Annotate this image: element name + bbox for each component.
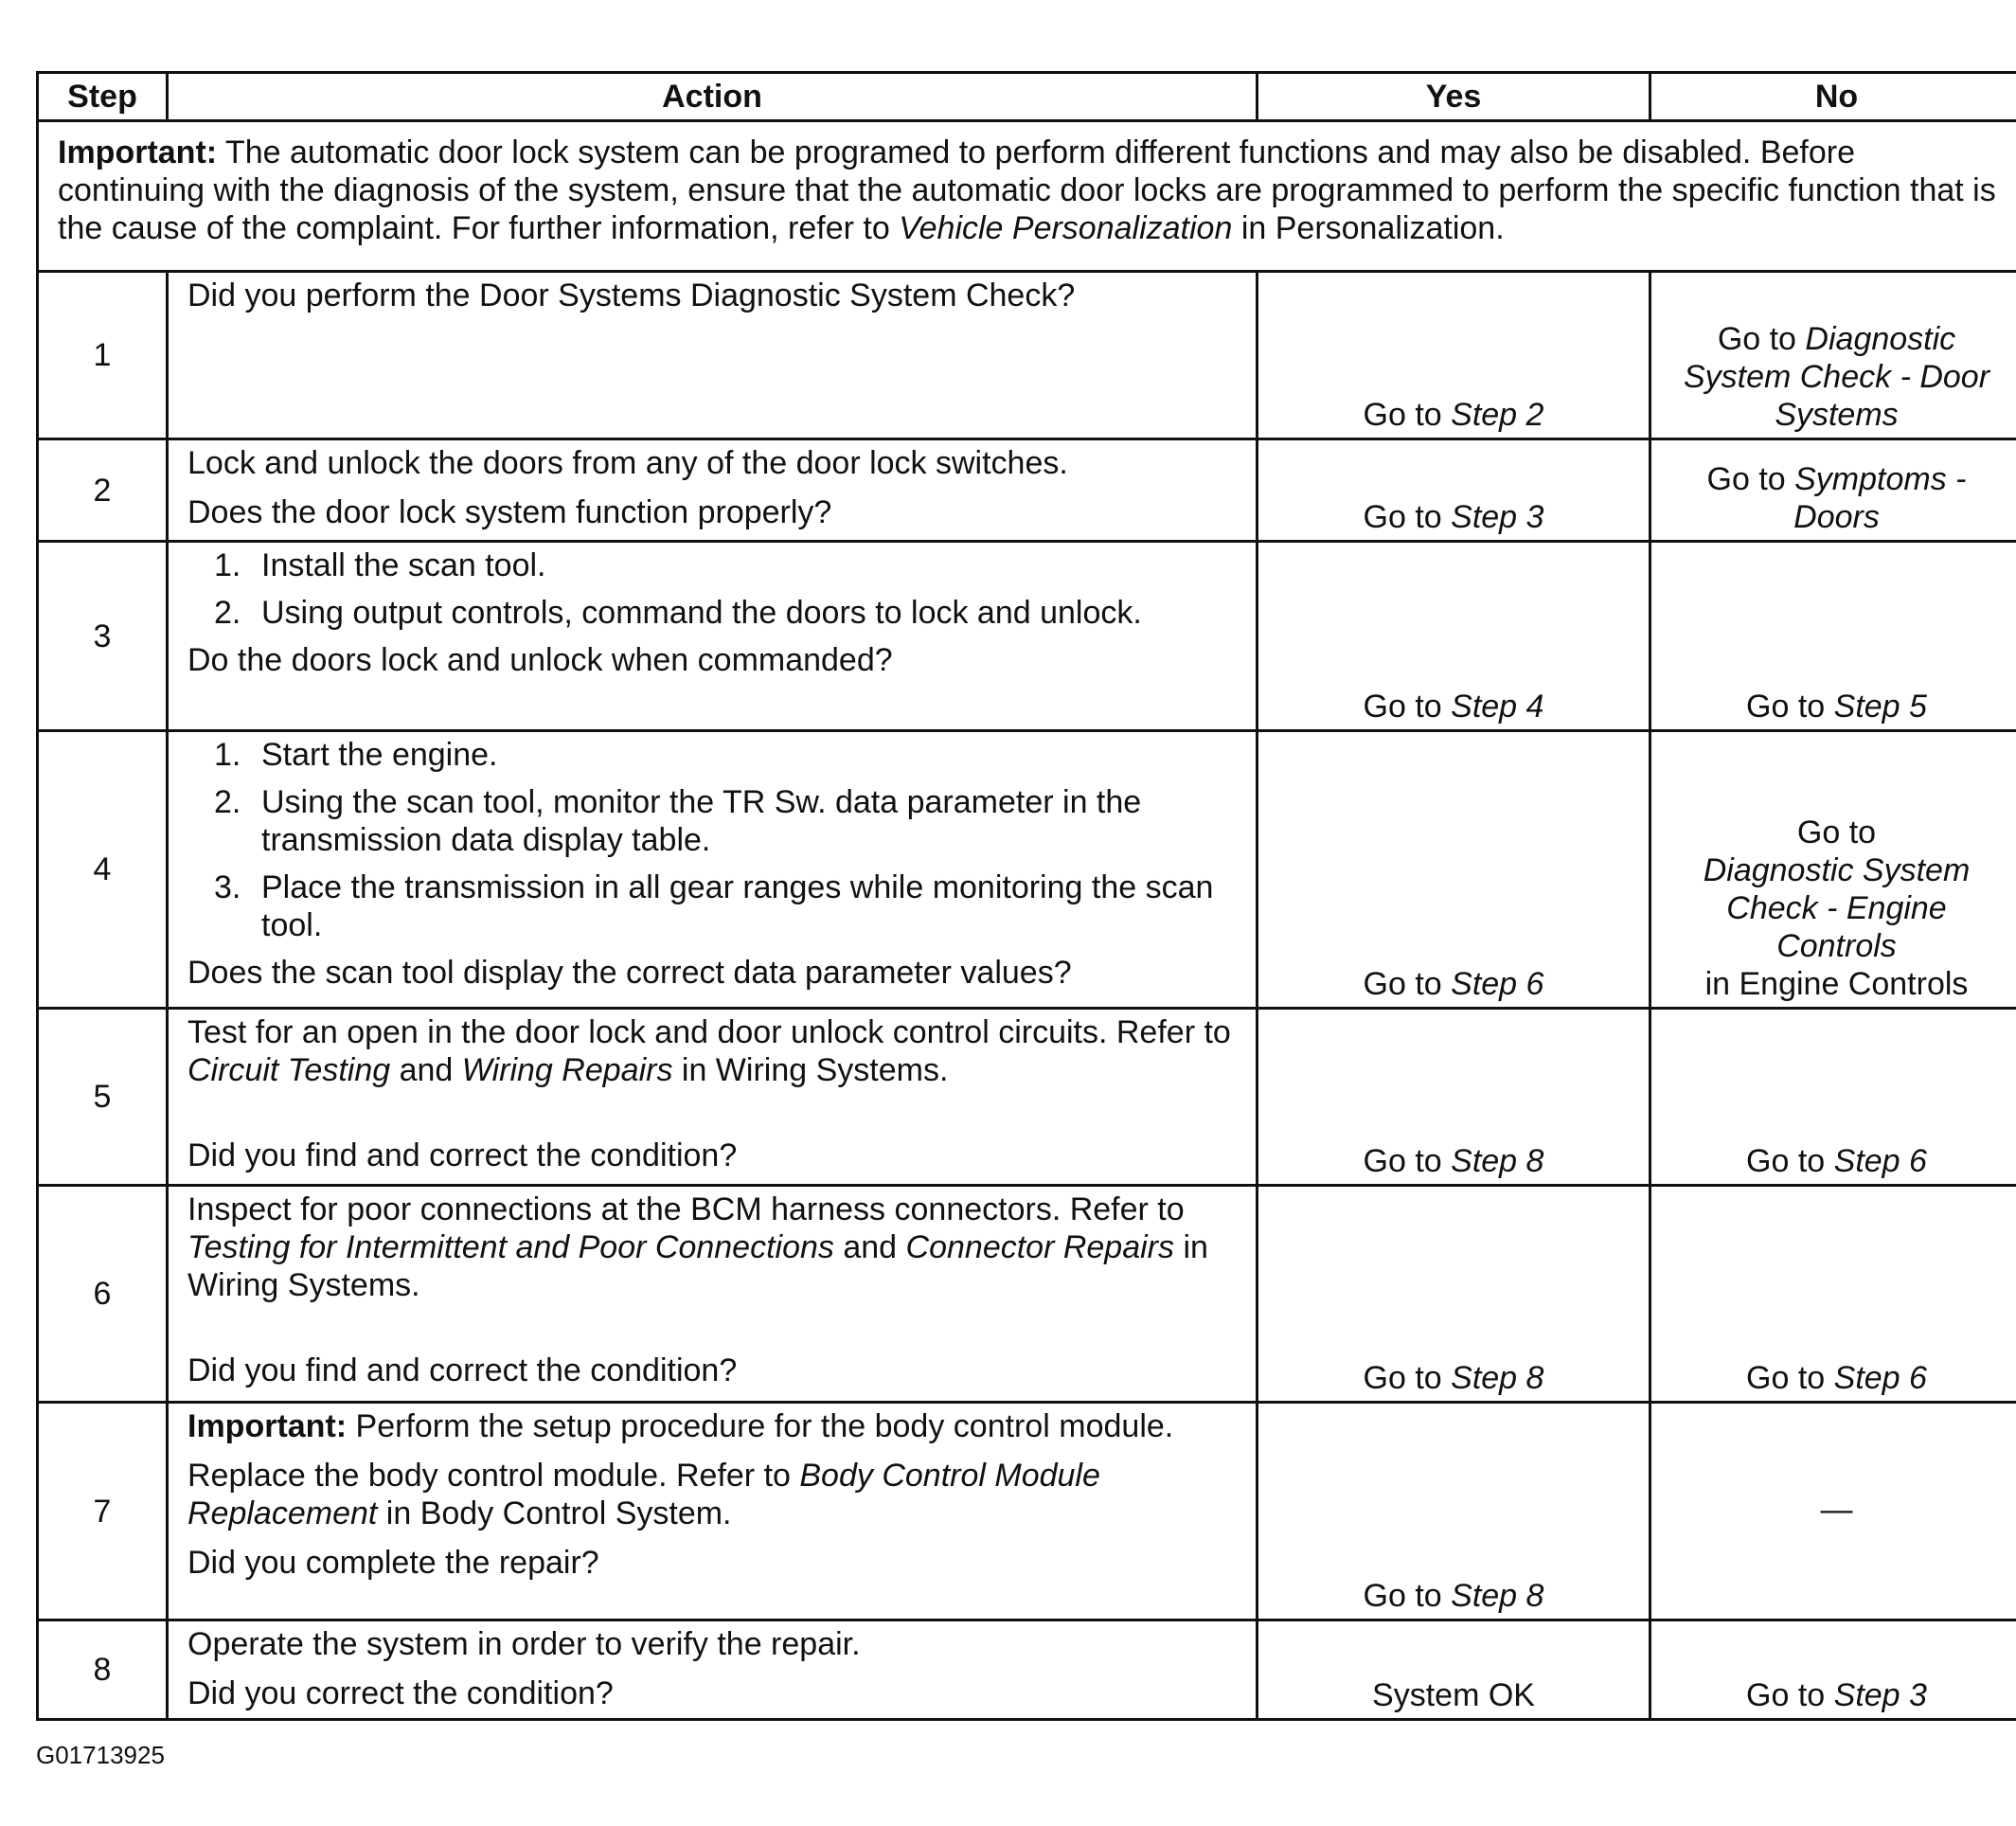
reference-link[interactable]: Body Control Module Replacement: [187, 1458, 1100, 1531]
figure-id: G01713925: [36, 1741, 165, 1769]
header-yes: Yes: [1258, 73, 1650, 121]
go-to-text: Go to: [1746, 689, 1834, 725]
table-row: [38, 1186, 2016, 1403]
go-to-text: Go to: [1746, 1677, 1834, 1713]
no-cell: [1650, 1620, 2016, 1720]
instruction-text: in Body Control System.: [377, 1495, 732, 1531]
header-action: Action: [168, 73, 1258, 121]
yes-link[interactable]: Step 8: [1451, 1578, 1544, 1614]
diagnostic-table: [36, 71, 2016, 1721]
yes-link[interactable]: Step 8: [1451, 1143, 1544, 1179]
question: Did you find and correct the condition?: [187, 1137, 738, 1173]
question: Do the doors lock and unlock when commanded?: [187, 642, 893, 678]
action-cell: [168, 272, 1258, 439]
step-number: 8: [38, 1620, 168, 1720]
go-to-text: Go to: [1746, 1143, 1834, 1179]
go-to-text: Go to: [1363, 689, 1452, 725]
instruction: Lock and unlock the doors from any of the door lock switches.: [187, 445, 1068, 481]
go-to-text: Go to: [1363, 1360, 1452, 1396]
procedure-list: [187, 546, 1237, 632]
no-link[interactable]: Diagnostic System Check - Engine Controls: [1703, 852, 1971, 964]
no-suffix: in Engine Controls: [1704, 966, 1969, 1002]
yes-link[interactable]: Step 8: [1451, 1360, 1544, 1396]
instruction: [187, 1190, 1237, 1304]
header-step: Step: [38, 73, 168, 121]
procedure-list: [187, 736, 1237, 944]
no-link[interactable]: Symptoms - Doors: [1793, 461, 1967, 535]
instruction: [187, 1457, 1237, 1532]
reference-link[interactable]: Connector Repairs: [905, 1229, 1175, 1265]
go-to-text: Go to: [1363, 397, 1452, 433]
action-cell: [168, 542, 1258, 731]
reference-link[interactable]: Wiring Repairs: [461, 1052, 673, 1088]
item-text: Start the engine.: [261, 737, 498, 773]
no-cell: [1650, 542, 2016, 731]
step-number: 3: [38, 542, 168, 731]
important-instruction: [187, 1407, 1237, 1445]
reference-link[interactable]: Circuit Testing: [187, 1052, 391, 1088]
instruction: [187, 1013, 1237, 1089]
item-number: 1.: [214, 737, 241, 773]
table-row: [38, 731, 2016, 1009]
no-cell: —: [1650, 1403, 2016, 1620]
go-to-text: Go to: [1363, 499, 1452, 535]
action-cell: [168, 1620, 1258, 1720]
yes-cell: [1258, 731, 1650, 1009]
no-cell: [1650, 731, 2016, 1009]
important-text: The automatic door lock system can be programed to perform different functions and may also be disabled. Before continuing with the diagnosis of the system, ensure that the automatic door locks are programmed to perform the specific function that is the cause of the complaint. For further information, refer to: [58, 134, 1996, 246]
item-text: Using the scan tool, monitor the TR Sw. data parameter in the transmission data display table.: [261, 784, 1142, 858]
no-cell: [1650, 1186, 2016, 1403]
action-cell: [168, 731, 1258, 1009]
yes-cell: [1258, 1186, 1650, 1403]
yes-cell: [1258, 542, 1650, 731]
step-number: 1: [38, 272, 168, 439]
table-row: [38, 1009, 2016, 1186]
step-number: 6: [38, 1186, 168, 1403]
go-to-text: Go to: [1746, 1360, 1834, 1396]
important-note-row: [38, 121, 2016, 272]
item-number: 1.: [214, 547, 241, 583]
important-label: Important:: [58, 134, 218, 170]
yes-cell: [1258, 439, 1650, 542]
table-row: [38, 1620, 2016, 1720]
question: Does the door lock system function properly?: [187, 494, 832, 530]
action-cell: [168, 1403, 1258, 1620]
instruction-text: in Wiring Systems.: [187, 1229, 1208, 1303]
yes-link[interactable]: Step 6: [1451, 966, 1544, 1002]
action-cell: [168, 439, 1258, 542]
important-text: Perform the setup procedure for the body control module.: [347, 1408, 1174, 1444]
reference-link[interactable]: Testing for Intermittent and Poor Connections: [187, 1229, 834, 1265]
procedure-item: [187, 783, 1237, 859]
question: Did you correct the condition?: [187, 1675, 614, 1711]
procedure-item: [187, 868, 1237, 944]
procedure-item: [187, 736, 1237, 774]
no-cell: [1650, 1009, 2016, 1186]
important-note: [38, 121, 2016, 272]
instruction-text: Test for an open in the door lock and door unlock control circuits. Refer to: [187, 1014, 1231, 1050]
no-link[interactable]: Step 6: [1833, 1143, 1927, 1179]
header-no: No: [1650, 73, 2016, 121]
instruction-text: Inspect for poor connections at the BCM harness connectors. Refer to: [187, 1191, 1185, 1227]
item-text: Using output controls, command the doors to lock and unlock.: [261, 595, 1142, 631]
yes-cell: System OK: [1258, 1620, 1650, 1720]
instruction-text: and: [390, 1052, 462, 1088]
action-cell: [168, 1186, 1258, 1403]
step-number: 5: [38, 1009, 168, 1186]
yes-link[interactable]: Step 4: [1451, 689, 1544, 725]
go-to-text: Go to: [1363, 966, 1452, 1002]
step-number: 4: [38, 731, 168, 1009]
instruction-text: Replace the body control module. Refer to: [187, 1458, 800, 1494]
no-link[interactable]: Step 5: [1833, 689, 1927, 725]
no-cell: [1650, 272, 2016, 439]
important-label: Important:: [187, 1408, 348, 1444]
no-link[interactable]: Diagnostic System Check - Door Systems: [1683, 321, 1990, 433]
item-text: Place the transmission in all gear ranges while monitoring the scan tool.: [261, 869, 1214, 943]
procedure-item: [187, 546, 1237, 584]
yes-link[interactable]: Step 2: [1451, 397, 1544, 433]
important-text-end: in Personalization.: [1232, 210, 1505, 246]
item-text: Install the scan tool.: [261, 547, 546, 583]
go-to-text: Go to: [1363, 1143, 1452, 1179]
yes-link[interactable]: Step 3: [1451, 499, 1544, 535]
step-number: 2: [38, 439, 168, 542]
instruction: Operate the system in order to verify the repair.: [187, 1626, 861, 1662]
instruction-text: and: [833, 1229, 906, 1265]
table-row: [38, 272, 2016, 439]
action-cell: [168, 1009, 1258, 1186]
item-number: 2.: [214, 595, 241, 631]
question: Did you perform the Door Systems Diagnostic System Check?: [187, 277, 1076, 313]
table-row: [38, 439, 2016, 542]
go-to-text: Go to: [1706, 461, 1795, 497]
no-link[interactable]: Step 3: [1833, 1677, 1927, 1713]
instruction-text: in Wiring Systems.: [672, 1052, 949, 1088]
go-to-text: Go to: [1796, 815, 1877, 850]
no-link[interactable]: Step 6: [1833, 1360, 1927, 1396]
table-header-row: [38, 73, 2016, 121]
procedure-item: [187, 594, 1237, 632]
important-ref: Vehicle Personalization: [899, 210, 1233, 246]
no-cell: [1650, 439, 2016, 542]
go-to-text: Go to: [1363, 1578, 1452, 1614]
table-row: [38, 542, 2016, 731]
question: Did you complete the repair?: [187, 1545, 599, 1581]
step-number: 7: [38, 1403, 168, 1620]
question: Does the scan tool display the correct data parameter values?: [187, 955, 1072, 991]
question: Did you find and correct the condition?: [187, 1352, 738, 1388]
item-number: 3.: [214, 869, 241, 905]
item-number: 2.: [214, 784, 241, 820]
yes-cell: [1258, 1009, 1650, 1186]
go-to-text: Go to: [1717, 321, 1806, 357]
table-row: [38, 1403, 2016, 1620]
yes-cell: [1258, 272, 1650, 439]
yes-cell: [1258, 1403, 1650, 1620]
